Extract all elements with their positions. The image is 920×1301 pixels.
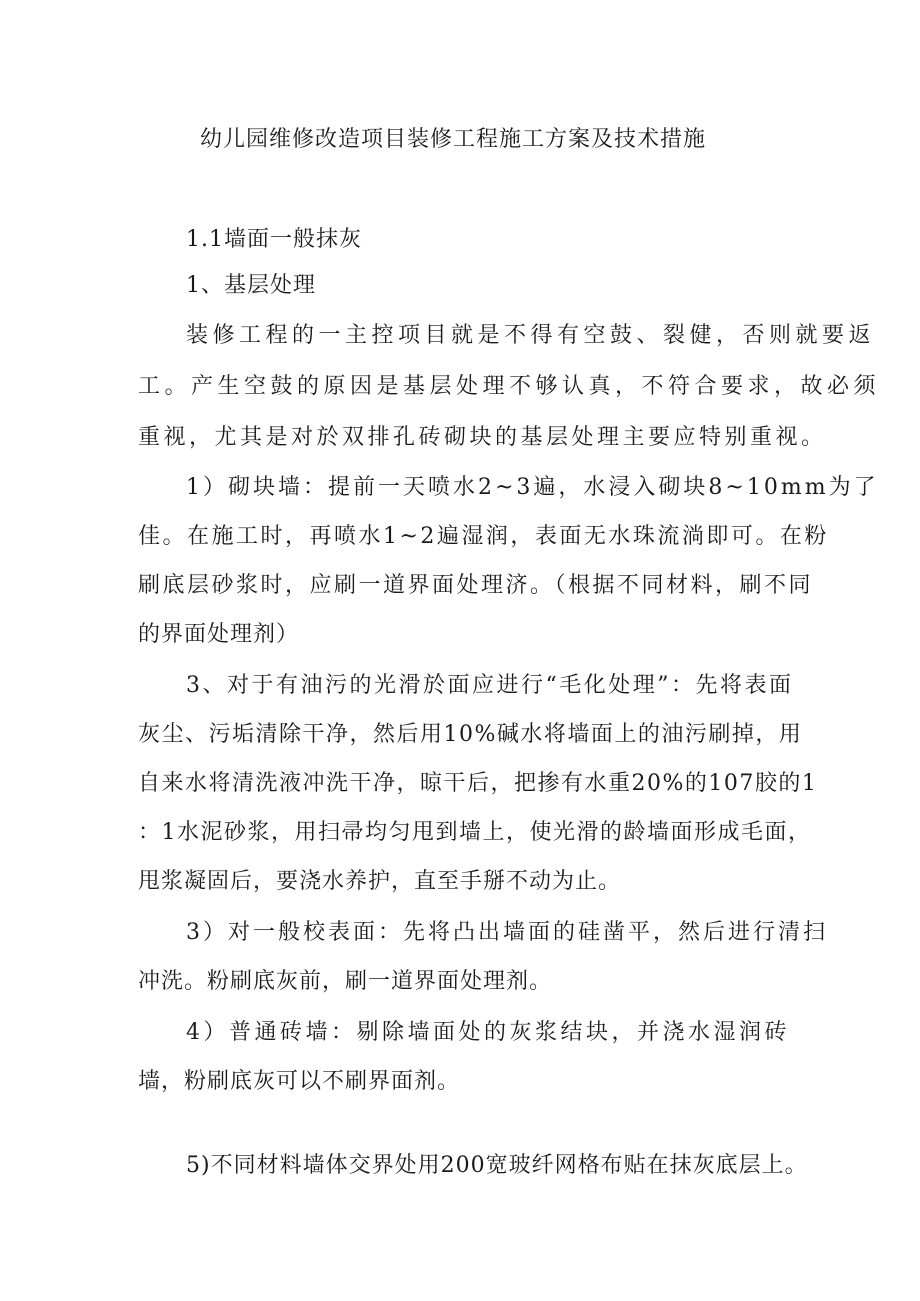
paragraph-line: 的界面处理剂） bbox=[138, 622, 300, 647]
paragraph-line: 自来水将清洗液冲洗干净，晾干后，把掺有水重20%的107胶的1 bbox=[138, 771, 818, 796]
paragraph-line: 冲洗。粉刷底灰前，刷一道界面处理剂。 bbox=[138, 969, 553, 994]
document-title: 幼儿园维修改造项目装修工程施工方案及技术措施 bbox=[200, 127, 707, 152]
subheading: 1、基层处理 bbox=[186, 273, 316, 298]
paragraph-line: 5)不同材料墙体交界处用200宽玻纤网格布贴在抹灰底层上。 bbox=[186, 1153, 808, 1178]
paragraph-line: 重视，尤其是对於双排孔砖砌块的基层处理主要应特别重视。 bbox=[138, 425, 827, 450]
paragraph-line: 刷底层砂浆时，应刷一道界面处理济。（根据不同材料，刷不同 bbox=[138, 573, 814, 598]
paragraph-line: 墙，粉刷底灰可以不刷界面剂。 bbox=[138, 1069, 461, 1094]
paragraph-line: 佳。在施工时，再喷水1~2遍湿润，表面无水珠流淌即可。在粉 bbox=[138, 524, 829, 549]
paragraph-line: 3、对于有油污的光滑於面应进行“毛化处理”：先将表面 bbox=[186, 673, 794, 698]
paragraph-line: 甩浆凝固后，要浇水养护，直至手掰不动为止。 bbox=[138, 869, 622, 894]
paragraph-line: 3）对一般校表面：先将凸出墙面的硅凿平，然后进行清扫 bbox=[186, 920, 828, 945]
section-heading: 1.1墙面一般抹灰 bbox=[186, 227, 362, 252]
paragraph-line: ：1水泥砂浆，用扫帚均匀甩到墙上，使光滑的龄墙面形成毛面， bbox=[138, 820, 812, 845]
paragraph-line: 工。产生空鼓的原因是基层处理不够认真，不符合要求，故必须 bbox=[138, 374, 881, 399]
paragraph-line: 灰尘、污垢清除干净，然后用10%碱水将墙面上的油污刷掉，用 bbox=[138, 722, 803, 747]
paragraph-line: 4）普通砖墙：剔除墙面处的灰浆结块，并浇水湿润砖 bbox=[186, 1020, 790, 1045]
paragraph-line: 1）砌块墙：提前一天喷水2~3遍，水浸入砌块8~10mm为了 bbox=[186, 475, 879, 500]
paragraph-line: 装修工程的一主控项目就是不得有空鼓、裂健，否则就要返 bbox=[186, 323, 876, 348]
